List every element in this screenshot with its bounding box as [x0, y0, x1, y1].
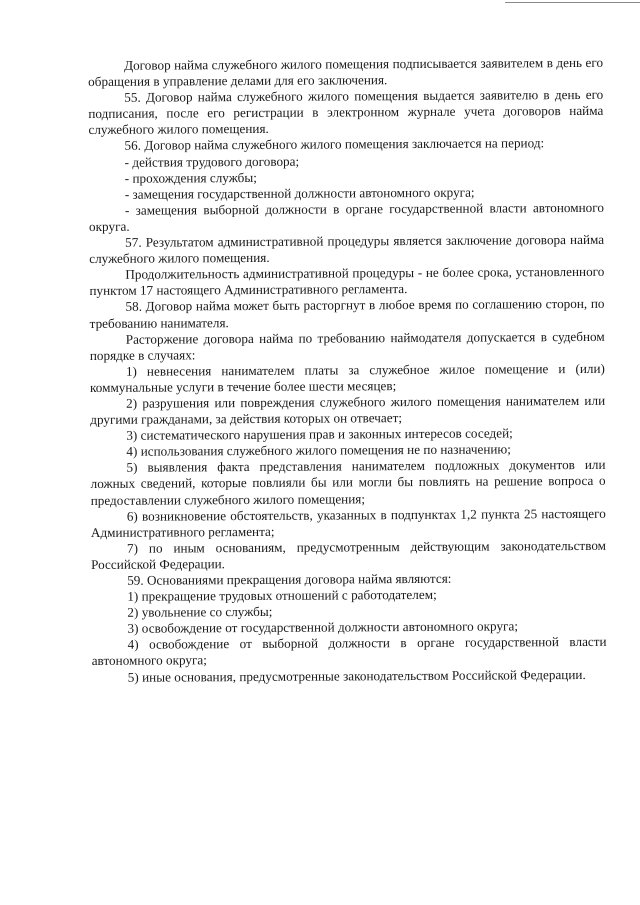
list-item: 5) иные основания, предусмотренные законодательством Российской Федерации. [127, 666, 586, 685]
document-page [88, 55, 607, 686]
list-item: 3) освобождение от государственной должности автономного округа; [127, 618, 519, 637]
scan-edge-line [505, 2, 640, 3]
list-item: - замещения выборной должности в органе государственной власти автономного округа. [88, 199, 604, 234]
paragraph-57: 57. Результатом административной процедуры является заключение договора найма служебного жилого помещения. [89, 231, 605, 267]
list-item: 1) прекращение трудовых отношений с работодателем; [127, 586, 437, 604]
paragraph-59: 59. Основаниями прекращения договора найма являются: [127, 570, 452, 588]
paragraph-signing: Договор найма служебного жилого помещения подписывается заявителем в день его обращения в управление делами для его заключения. [88, 54, 604, 90]
paragraph-58: 58. Договор найма может быть расторгнут в любое время по соглашению сторон, по требованию нанимателя. [89, 296, 605, 331]
list-item: - прохождения службы; [124, 169, 257, 186]
paragraph-termination-by-landlord: Расторжение договора найма по требованию наймодателя допускается в судебном порядке в случаях: [89, 328, 605, 363]
list-item: - замещения государственной должности автономного округа; [124, 184, 475, 202]
list-item: 5) выявления факта представления нанимателем подложных документов или ложных сведений, которые повлияли бы или могли бы повлиять на решение вопроса о предоставлении служебного жилого помещения; [90, 457, 606, 508]
list-item: 4) освобождение от выборной должности в органе государственной власти автономного округа; [91, 634, 607, 669]
paragraph-56: 56. Договор найма служебного жилого помещения заключается на период: [124, 135, 545, 154]
paragraph-55: 55. Договор найма служебного жилого помещения выдается заявителю в день его подписания, после его регистрации в электронном журнале учета договоров найма служебного жилого помещения. [88, 87, 604, 138]
list-item: 3) систематического нарушения прав и законных интересов соседей; [126, 425, 513, 443]
list-item: 4) использования служебного жилого помещения не по назначению; [126, 441, 511, 460]
list-item: 2) увольнение со службы; [127, 604, 273, 620]
list-item: 2) разрушения или повреждения служебного жилого помещения нанимателем или другими гражданами, за действия которых он отвечает; [90, 392, 606, 428]
list-item: - действия трудового договора; [124, 153, 300, 170]
paragraph-duration: Продолжительность административной процедуры - не более срока, установленного пунктом 17 настоящего Административного регламента. [89, 264, 605, 299]
list-item: 6) возникновение обстоятельств, указанных в подпунктах 1,2 пункта 25 настоящего Административного регламента; [90, 505, 606, 540]
list-item: 1) невнесения нанимателем платы за служебное жилое помещение и (или) коммунальные услуги в течение более шести месяцев; [89, 360, 605, 395]
list-item: 7) по иным основаниям, предусмотренным действующим законодательством Российской Федерации. [91, 537, 607, 572]
